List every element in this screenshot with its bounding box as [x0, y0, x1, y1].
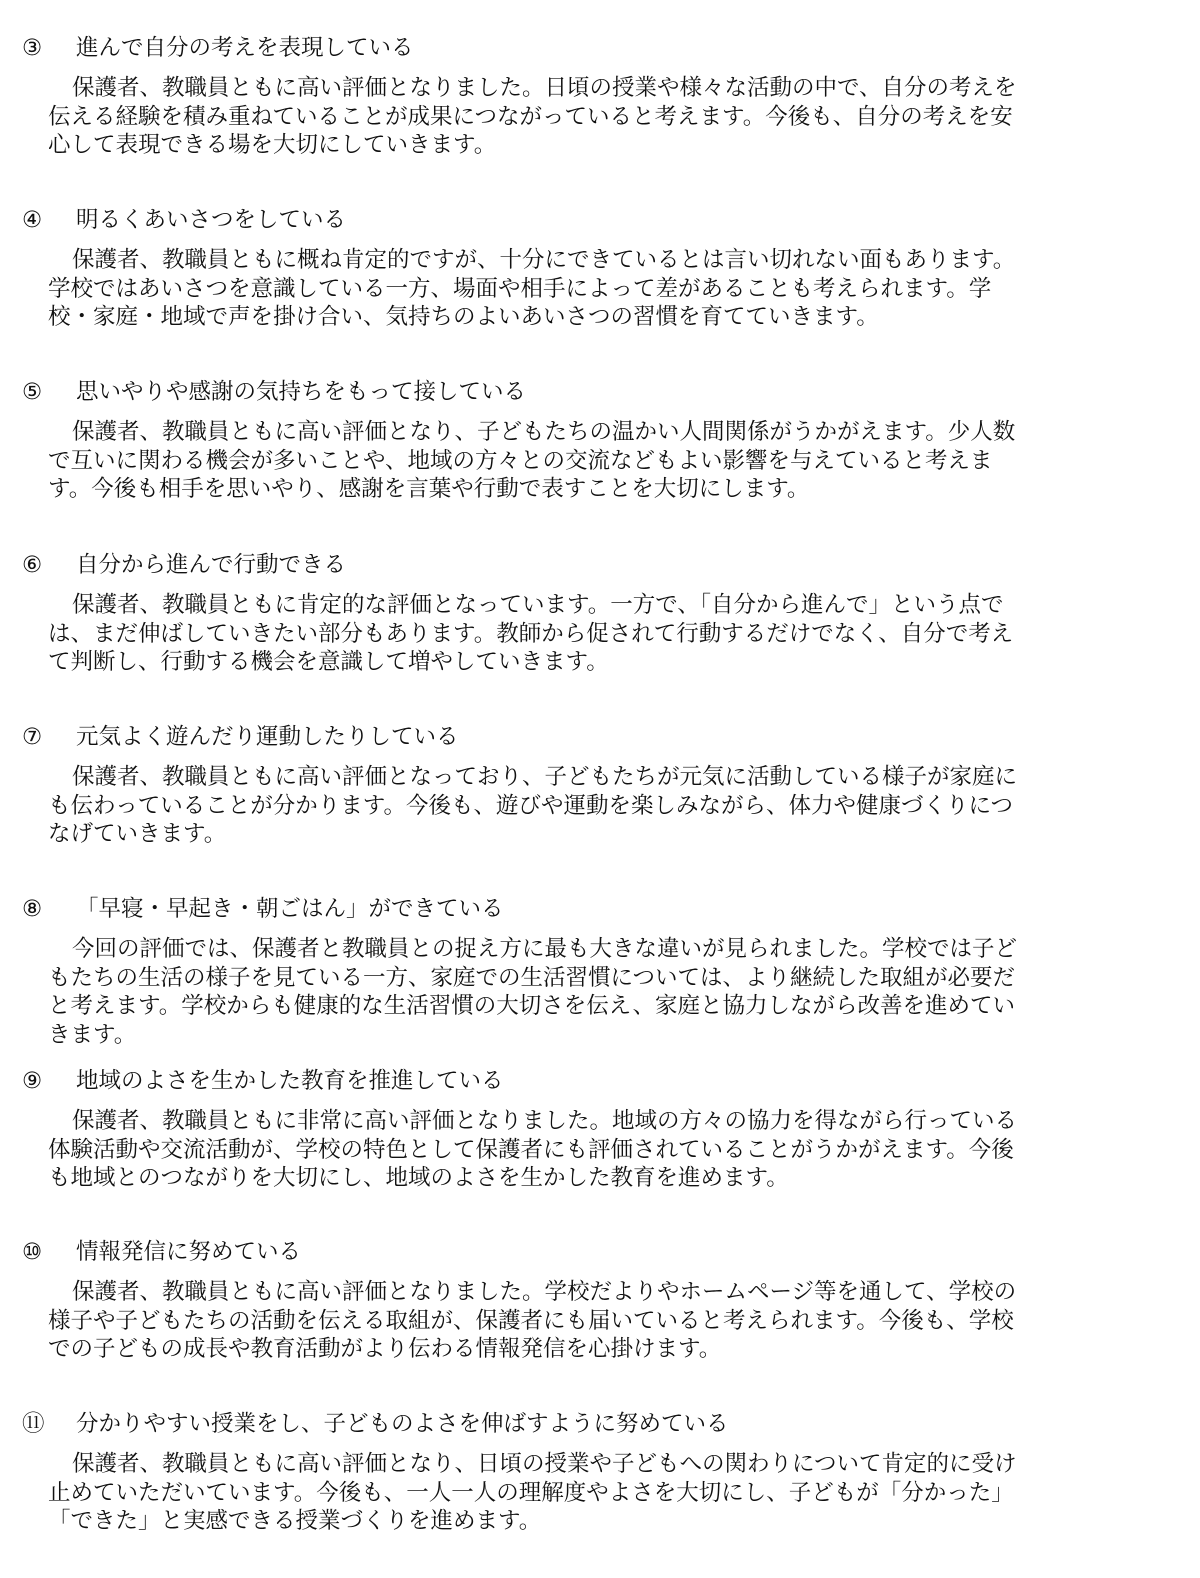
body-line: 保護者、教職員ともに高い評価となりました。学校だよりやホームページ等を通して、学校の — [72, 1279, 1017, 1305]
section-number: ③ — [22, 35, 43, 61]
section-number: ⑦ — [22, 724, 43, 750]
section-11 — [0, 1407, 1200, 1536]
section-title: 「早寝・早起き・朝ごはん」ができている — [76, 896, 504, 922]
section-number: ⑤ — [22, 379, 43, 405]
section-title: 明るくあいさつをしている — [76, 207, 347, 233]
body-line: 保護者、教職員ともに非常に高い評価となりました。地域の方々の協力を得ながら行っている — [72, 1108, 1018, 1134]
body-line: での子どもの成長や教育活動がより伝わる情報発信を心掛けます。 — [48, 1336, 722, 1362]
section-body — [48, 935, 1152, 1049]
body-line: もたちの生活の様子を見ている一方、家庭での生活習慣については、より継続した取組が必要だ — [48, 964, 1016, 991]
section-title: 情報発信に努めている — [76, 1239, 302, 1265]
body-line: は、まだ伸ばしていきたい部分もあります。教師から促されて行動するだけでなく、自分で考え — [48, 620, 1014, 647]
body-line: と考えます。学校からも健康的な生活習慣の大切さを伝え、家庭と協力しながら改善を進めてい — [48, 993, 1016, 1019]
section-7 — [0, 720, 1200, 849]
section-title: 分かりやすい授業をし、子どものよさを伸ばすように努めている — [76, 1411, 729, 1437]
section-heading — [0, 31, 1200, 65]
body-line: 様子や子どもたちの活動を伝える取組が、保護者にも届いていると考えられます。今後も、学校 — [48, 1307, 1014, 1334]
section-number: ⑥ — [22, 552, 43, 578]
section-title: 元気よく遊んだり運動したりしている — [76, 724, 459, 750]
body-line: 学校ではあいさつを意識している一方、場面や相手によって差があることも考えられます。学 — [48, 275, 992, 302]
section-9 — [0, 1064, 1200, 1193]
section-body — [48, 763, 1152, 849]
body-line: 伝える経験を積み重ねていることが成果につながっていると考えます。今後も、自分の考えを安 — [48, 103, 1013, 130]
section-number: ⑨ — [22, 1068, 43, 1094]
section-heading — [0, 720, 1200, 754]
section-body — [48, 74, 1152, 160]
section-heading — [0, 375, 1200, 409]
body-line: 保護者、教職員ともに高い評価となり、日頃の授業や子どもへの関わりについて肯定的に受け — [72, 1451, 1017, 1477]
section-heading — [0, 892, 1200, 926]
section-title: 進んで自分の考えを表現している — [76, 35, 414, 61]
section-title: 自分から進んで行動できる — [76, 552, 347, 578]
section-body — [48, 1278, 1152, 1364]
body-line: も伝わっていることが分かります。今後も、遊びや運動を楽しみながら、体力や健康づくりにつ — [48, 792, 1014, 819]
section-6 — [0, 548, 1200, 677]
body-line: なげていきます。 — [48, 821, 227, 847]
section-heading — [0, 548, 1200, 582]
body-line: 保護者、教職員ともに肯定的な評価となっています。一方で、「自分から進んで」という点で — [72, 592, 1004, 618]
section-heading — [0, 1064, 1200, 1098]
section-heading — [0, 1235, 1200, 1269]
section-title: 思いやりや感謝の気持ちをもって接している — [76, 379, 527, 405]
body-line: す。今後も相手を思いやり、感謝を言葉や行動で表すことを大切にします。 — [48, 476, 810, 502]
section-number: ⑪ — [22, 1411, 45, 1437]
body-line: 心して表現できる場を大切にしていきます。 — [48, 132, 497, 158]
body-line: も地域とのつながりを大切にし、地域のよさを生かした教育を進めます。 — [48, 1165, 789, 1191]
section-10 — [0, 1235, 1200, 1364]
body-line: 止めていただいています。今後も、一人一人の理解度やよさを大切にし、子どもが「分かった」 — [48, 1479, 1014, 1506]
section-number: ④ — [22, 207, 43, 233]
body-line: きます。 — [48, 1021, 137, 1048]
section-body — [48, 591, 1152, 677]
body-line: 今回の評価では、保護者と教職員との捉え方に最も大きな違いが見られました。学校では子ど — [72, 936, 1018, 962]
body-line: で互いに関わる機会が多いことや、地域の方々との交流などもよい影響を与えていると考えま — [48, 447, 993, 474]
section-3 — [0, 31, 1200, 160]
section-5 — [0, 375, 1200, 504]
body-line: 保護者、教職員ともに高い評価となっており、子どもたちが元気に活動している様子が家庭に — [72, 764, 1018, 790]
section-body — [48, 1450, 1152, 1536]
section-title: 地域のよさを生かした教育を推進している — [76, 1068, 504, 1094]
section-8 — [0, 892, 1200, 1049]
body-line: 「できた」と実感できる授業づくりを進めます。 — [48, 1508, 542, 1534]
section-4 — [0, 203, 1200, 332]
section-heading — [0, 203, 1200, 237]
body-line: 校・家庭・地域で声を掛け合い、気持ちのよいあいさつの習慣を育てていきます。 — [48, 304, 879, 330]
body-line: 保護者、教職員ともに高い評価となりました。日頃の授業や様々な活動の中で、自分の考えを — [72, 75, 1017, 101]
section-body — [48, 418, 1152, 504]
body-line: 体験活動や交流活動が、学校の特色として保護者にも評価されていることがうかがえます。今後 — [48, 1136, 1014, 1163]
section-body — [48, 1107, 1152, 1193]
section-heading — [0, 1407, 1200, 1441]
section-number: ⑩ — [22, 1239, 43, 1265]
section-body — [48, 246, 1152, 332]
body-line: 保護者、教職員ともに概ね肯定的ですが、十分にできているとは言い切れない面もあります。 — [72, 247, 1016, 273]
section-number: ⑧ — [22, 896, 43, 922]
body-line: て判断し、行動する機会を意識して増やしていきます。 — [48, 649, 609, 675]
body-line: 保護者、教職員ともに高い評価となり、子どもたちの温かい人間関係がうかがえます。少人数 — [72, 419, 1016, 445]
